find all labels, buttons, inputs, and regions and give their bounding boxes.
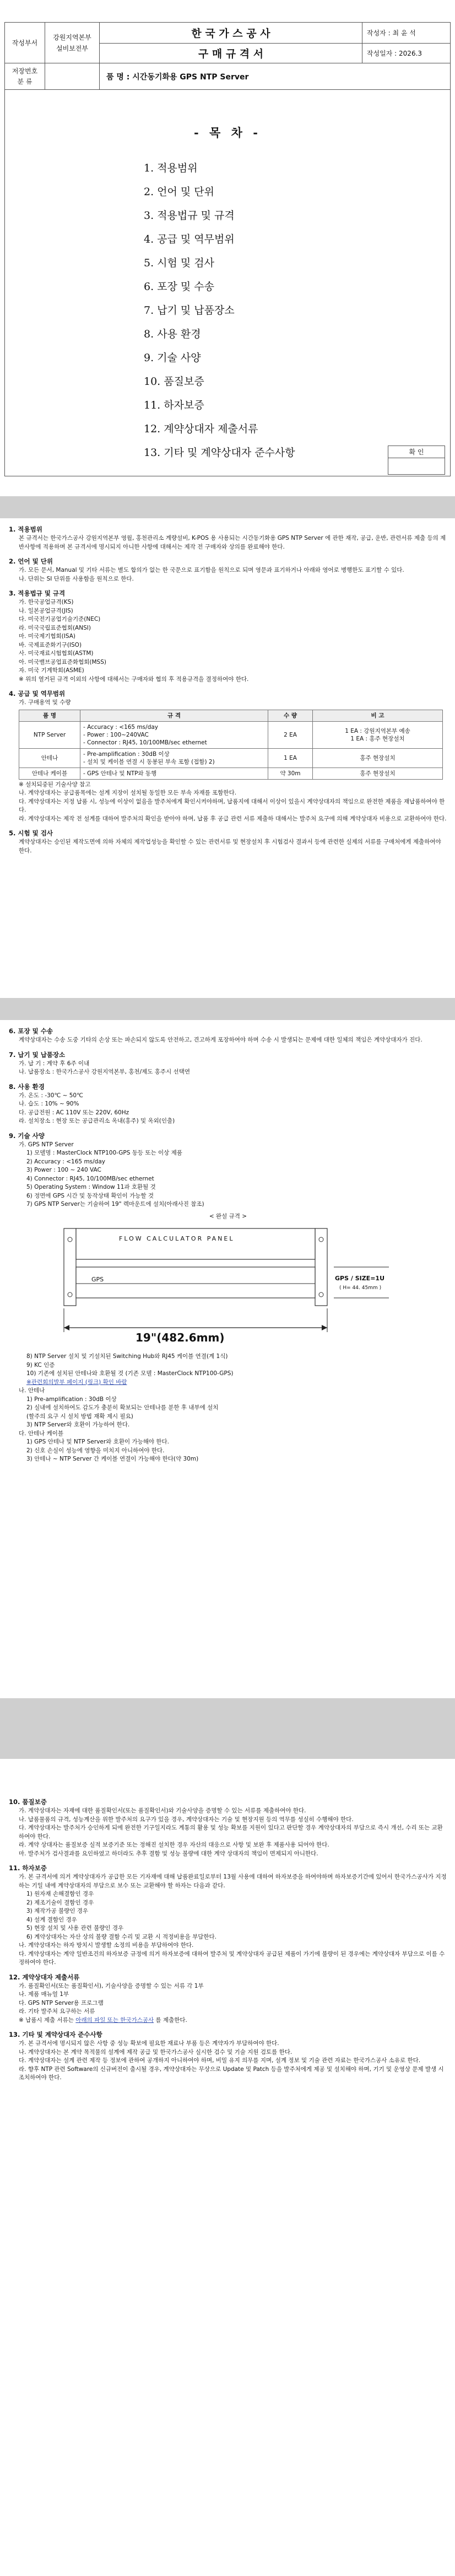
toc-item[interactable]: 2. 언어 및 단위 (144, 186, 215, 198)
page-cover (0, 0, 455, 496)
size-label: GPS / SIZE=1U (335, 1275, 384, 1282)
list-item: 나. 계약상대자는 하자 방치시 발생할 소정의 비용을 부담하여야 한다. (19, 1942, 194, 1949)
list-item: 1) 원자재 손해결함인 경우 (26, 1891, 94, 1897)
toc-item[interactable]: 8. 사용 환경 (144, 328, 201, 340)
page-gap (0, 496, 455, 518)
registration-value (45, 63, 100, 90)
list-item: 라. 설치장소 : 현장 또는 공급관리소 옥내(홍주) 및 옥외(인출) (19, 1118, 175, 1124)
author-dept (45, 23, 100, 63)
list-item: 자. 미국 기계학회(ASME) (19, 667, 84, 674)
toc-item[interactable]: 13. 기타 및 계약상대자 준수사항 (144, 447, 295, 459)
table-header-row (19, 710, 443, 721)
section-title: 6. 포장 및 수송 (9, 1027, 53, 1035)
list-item: 라. 향후 NTP 관련 Software의 신규버전이 출시될 경우, 계약상대자는 무상으로 Update 및 Patch 등을 발주처에게 제공 및 설치해야 하며, 기기 및 운영상 문제 발생 시 조치하여야 한다. (19, 2065, 444, 2081)
page-gap (0, 1698, 455, 1759)
flow-panel-label: FLOW CALCULATOR PANEL (119, 1235, 235, 1242)
list-item: 2) 신호 손실이 성능에 영향을 미치지 아니하여야 한다. (26, 1447, 165, 1454)
section-title: 13. 기타 및 계약상대자 준수사항 (9, 2031, 102, 2038)
list-item: 라. 기타 발주처 요구하는 서류 (19, 2008, 95, 2015)
cell-note: 홍주 현장설치 (313, 748, 443, 768)
section-title: 1. 적용범위 (9, 525, 42, 533)
reference-link[interactable]: ※관련회의발부 페이지 (링크) 확인 바람 (26, 1378, 127, 1386)
write-date: 작성일자 : 2026.3 (362, 44, 451, 63)
list-item: 6) 정면에 GPS 시간 및 동작상태 확인이 가능할 것 (26, 1192, 154, 1199)
subsection: 다. 안테나 케이블 (19, 1430, 64, 1437)
toc-list (144, 162, 295, 470)
list-item: 라. 계약 상대자는 품질보증 실적 보증기준 또는 정해진 설치한 경우 자산의 대응으로 사항 및 보완 후 제품사용 되어야 한다. (19, 1842, 329, 1848)
toc-title: - 목 차 - (194, 126, 261, 139)
list-item: (할주의 요구 시 설치 방법 재확 제시 필요) (26, 1413, 133, 1420)
paragraph: 본 규격서는 한국가스공사 강원지역본부 영월, 홍천관리소 계량설비, K-POS 용 사용되는 시간동기화용 GPS NTP Server 에 관한 재작, 공급, 운반, 관련서류 제출 등의 제반사항에 적용하며 본 규격서에 명시되지 아니한 사항에 대해서는 제작 전 구매자와 상의를 완료해야 한다. (19, 535, 446, 550)
spec-line: - Connector : RJ45, 10/100MB/sec ethernet (83, 739, 207, 746)
section-title: 4. 공급 및 역무범위 (9, 690, 66, 697)
toc-box (4, 90, 451, 476)
toc-item[interactable]: 7. 납기 및 납품장소 (144, 304, 235, 316)
cell-name: NTP Server (19, 721, 80, 748)
table-row (19, 748, 443, 768)
page-2 (0, 518, 455, 998)
paragraph: 가. 모든 문서, Manual 및 기타 서류는 별도 합의가 없는 한 국문으로 표기함을 원칙으로 되며 영문과 표기하거나 아래와 영어로 병행한도 표기할 수 있다. (19, 567, 404, 573)
list-item: 다. 미국전기공업기술기준(NEC) (19, 616, 101, 622)
cell-qty: 약 30m (268, 768, 313, 779)
toc-item[interactable]: 5. 시험 및 검사 (144, 257, 215, 269)
list-item: 마. 발주처가 검사결과를 요인하였고 하더라도 추후 결함 및 성능 불량에 대한 계약 상대자의 책임이 면제되지 아니한다. (19, 1850, 318, 1857)
list-item: 가. 온도 : -30℃ ~ 50℃ (19, 1092, 83, 1099)
col-header: 품 명 (19, 710, 80, 721)
cell-qty: 1 EA (268, 748, 313, 768)
section-title: 5. 시험 및 검사 (9, 829, 53, 837)
cell-spec: - GPS 안테나 및 NTP와 동행 (80, 768, 268, 779)
rack-screw (319, 1292, 323, 1297)
list-item: 4) 설계 결함인 경우 (26, 1916, 77, 1923)
author-dept-label: 작성부서 (5, 23, 45, 63)
table-row (19, 768, 443, 779)
list-item: 5) 현장 설치 및 사용 관련 불량인 경우 (26, 1925, 124, 1931)
list-item: 2) 실내에 설치하여도 감도가 충분히 확보되는 안테나를 분한 후 내부에 설치 (26, 1404, 219, 1411)
section-title: 7. 납기 및 납품장소 (9, 1050, 66, 1059)
rack-ear-right (315, 1228, 327, 1306)
toc-item[interactable]: 10. 품질보증 (144, 375, 204, 388)
width-label: 19"(482.6mm) (136, 1331, 225, 1344)
note (9, 2016, 447, 2025)
page-gap (0, 998, 455, 1020)
list-item: 3) 안테나 ~ NTP Server 간 케이블 연결이 가능해야 한다(약 30m) (26, 1456, 199, 1462)
list-item: 6) 계약상대자는 자산 상의 불량 결함 수리 및 교환 시 적정비용을 부담한다. (26, 1933, 216, 1940)
section-title: 10. 품질보증 (9, 1798, 47, 1806)
list-item: 다. 계약상대자는 설계 관련 제작 등 정보에 관하여 공개하지 아니하여야 하며, 비밀 유지 의무를 지며, 설계 정보 및 기술 관련 자료는 한국가스공사 소유로 한다. (19, 2057, 421, 2064)
document-type: 구 매 규 격 서 (100, 44, 362, 63)
company-name: 한 국 가 스 공 사 (100, 23, 362, 44)
list-item: 가. 한국공업규격(KS) (19, 599, 74, 605)
confirm-label: 확 인 (388, 446, 445, 458)
cell-spec (80, 721, 268, 748)
spec-line: - Pre-amplification : 30dB 이상 (83, 750, 170, 758)
cell-qty: 2 EA (268, 721, 313, 748)
list-item: 아. 미국밸브공업표준화협회(MSS) (19, 658, 106, 666)
list-item: 나. 일본공업규격(JIS) (19, 607, 73, 614)
col-header: 수 량 (268, 710, 313, 721)
size-sublabel: ( H= 44. 45mm ) (339, 1285, 382, 1291)
list-item: 1) GPS 안테나 및 NTP Server와 호환이 가능해야 한다. (26, 1439, 169, 1445)
item-name: 품 명 : 시간동기화용 GPS NTP Server (100, 63, 451, 90)
list-item: 8) NTP Server 설치 및 기설치된 Switching Hub와 RJ45 케이블 연결(계 1식) (26, 1353, 228, 1360)
toc-item[interactable]: 11. 하자보증 (144, 399, 204, 411)
toc-item[interactable]: 6. 포장 및 수송 (144, 281, 215, 293)
section-title: 12. 계약상대자 제출서류 (9, 1973, 80, 1981)
note: ※ 설치되중된 기술사양 참고 (19, 781, 91, 788)
toc-item[interactable]: 1. 적용범위 (144, 162, 198, 174)
toc-item[interactable]: 3. 적용법규 및 규격 (144, 210, 235, 222)
list-item: 나. 제품 매뉴얼 1부 (19, 1991, 69, 1998)
section-title: 11. 하자보증 (9, 1864, 47, 1872)
toc-item[interactable]: 9. 기술 사양 (144, 352, 201, 364)
paragraph: 나. 단위는 SI 단위를 사용함을 원칙으로 한다. (19, 575, 134, 582)
section-title: 2. 언어 및 단위 (9, 557, 53, 565)
rack-screw (68, 1292, 72, 1297)
cell-spec (80, 748, 268, 768)
rack-figure (9, 1223, 447, 1353)
submission-link[interactable]: 아래의 파일 또는 한국가스공사 (75, 2016, 154, 2024)
list-item: 10) 기존에 설치된 안테나와 호환될 것 (기존 모델 : MasterClock NTP100-GPS) (26, 1370, 234, 1377)
note: ※ 위의 열거된 규격 이외의 사항에 대해서는 구매자와 협의 후 적용규격을 결정하여야 한다. (19, 675, 249, 683)
section-title: 3. 적용법규 및 규격 (9, 589, 66, 597)
paragraph: 다. 계약상대자는 계약 일반조건의 하자보증 규정에 의거 하자보증에 대하여 발주처 및 계약상대자 공급된 제품이 가기에 불량이 된 경우에는 계약상대자 부담으로 이를 수정하여야 한다. (19, 1950, 445, 1966)
reg-label-line1: 저장번호 (12, 67, 38, 75)
list-item: 나. 계약상대자는 본 계약 목적물의 설계에 제작 공급 및 한국가스공사 실시한 검수 및 기술 지원 검토를 한다. (19, 2048, 292, 2056)
list-item: 다. 공급전원 : AC 110V 또는 220V, 60Hz (19, 1109, 129, 1116)
toc-item[interactable]: 12. 계약상대자 제출서류 (144, 423, 258, 435)
note-line: 1 EA : 홍주 현장설치 (350, 735, 405, 742)
list-item: 가. 본 규격서에 명시되지 않은 사항 중 성능 확보에 필요한 재료나 부품 등은 계약자가 부담하여야 한다. (19, 2040, 279, 2047)
list-item: 마. 미국제기협회(ISA) (19, 633, 76, 640)
list-item: 3) NTP Server와 호환이 가능하여 한다. (26, 1421, 130, 1428)
gps-panel (76, 1267, 315, 1298)
rack-screw (319, 1237, 323, 1242)
dept-line2: 설비보전부 (56, 44, 88, 52)
list-item: 7) GPS NTP Server는 기술하여 19" 렉마운트에 설치(아래사진 참조) (26, 1201, 204, 1208)
gps-label: GPS (91, 1276, 104, 1283)
col-header: 비 고 (313, 710, 443, 721)
list-item: 가. 품질확인서(또는 품질확인서), 기술사양을 증명할 수 있는 서류 각 1부 (19, 1982, 204, 1989)
cell-note: 홍주 현장설치 (313, 768, 443, 779)
list-item: 다. 계약상대자는 발주처가 승인하게 되에 완전한 기구일지라도 계통의 활용 및 성능 확보를 지원이 있다고 판단할 경우 계약상대자의 부담으로 즉시 개선, 수리 또는 교환하여야 한다. (19, 1824, 443, 1840)
arrow-left (64, 1325, 69, 1330)
paragraph: 가. 본 규격서에 의거 계약상대자가 공급한 모든 기자재에 대해 납품완료일로부터 13월 사용에 대하여 하자보증을 하여야하며 하자보증기간에 있어서 한국가스공사가 지정하는 기일 내에 계약상대자의 부담으로 보수 또는 교환해야 할 하자는 다음과 같다. (19, 1874, 447, 1889)
list-item: 5) Operating System : Window 11과 호환될 것 (26, 1184, 156, 1190)
confirm-signature-cell (388, 458, 445, 475)
list-item: 사. 미국재료시험협회(ASTM) (19, 650, 94, 657)
list-item: 1) Pre-amplification : 30dB 이상 (26, 1396, 117, 1403)
list-item: 나. 습도 : 10% ~ 90% (19, 1101, 79, 1107)
writer: 작성자 : 최 윤 석 (362, 23, 451, 44)
section-title: 8. 사용 환경 (9, 1082, 45, 1091)
note-line: 1 EA : 강원지역본부 예송 (345, 727, 410, 734)
cell-name: 안테나 케이블 (19, 768, 80, 779)
list-item: 3) Power : 100 ~ 240 VAC (26, 1167, 101, 1173)
paragraph: 라. 계약상대자는 제작 전 설계를 대하여 발주처의 확인을 받아야 하며, 납품 후 공급 관련 서류 제출하 대해서는 발주처 요구에 의해 계약상대자 비용으로 교환하여야 한다. (19, 815, 447, 822)
list-item: 가. 계약상대자는 자재에 대한 품질확인서(또는 품질확인서)와 기술사양을 증명할 수 있는 서류를 제출하여야 한다. (19, 1807, 306, 1814)
list-item: 바. 국제표준화기구(ISO) (19, 641, 82, 648)
list-item: 2) Accuracy : <165 ms/day (26, 1158, 105, 1165)
toc-item[interactable]: 4. 공급 및 역무범위 (144, 233, 235, 245)
list-item: 9) KC 인증 (26, 1361, 55, 1368)
subsection: 가. 구매용역 및 수량 (19, 699, 71, 706)
confirm-box (388, 446, 445, 475)
figure-caption: < 완설 규격 > (209, 1212, 247, 1220)
subsection: 나. 안테나 (19, 1387, 45, 1394)
registration-label (5, 63, 45, 90)
table-row (19, 721, 443, 748)
spec-line: - Power : 100~240VAC (83, 731, 149, 738)
list-item: 1) 모델명 : MasterClock NTP100-GPS 동등 또는 이상 제품 (26, 1150, 182, 1156)
page-3 (0, 1020, 455, 1698)
subsection: 가. GPS NTP Server (19, 1141, 74, 1148)
supply-table (19, 710, 443, 780)
rack-screw (68, 1237, 72, 1242)
list-item: 라. 미국국립표준협회(ANSI) (19, 624, 91, 631)
flow-panel (76, 1228, 315, 1259)
list-item: 나. 납품물품의 규격, 성능계산을 위한 발주처의 요구가 있을 경우, 계약상대자는 기술 및 현장지원 등의 역무를 성실히 수행해야 한다. (19, 1816, 354, 1823)
paragraph: 나. 납품장소 : 한국가스공사 강원지역본부, 홍천/제도 홍주시 선택연 (19, 1069, 190, 1075)
list-item: 다. GPS NTP Server용 프로그램 (19, 1999, 104, 2006)
list-item: 4) Connector : RJ45, 10/100MB/sec ethernet (26, 1175, 154, 1182)
list-item: 3) 제작가공 불량인 경우 (26, 1908, 89, 1914)
paragraph: 나. 계약상대자는 공급품목에는 설계 지장이 설치될 동일한 모든 부속 자재를 포함한다. (19, 790, 237, 796)
spec-line: - Accuracy : <165 ms/day (83, 723, 159, 731)
arrow-right (322, 1325, 327, 1330)
document-header-table (4, 22, 451, 90)
cell-note (313, 721, 443, 748)
cell-name: 안테나 (19, 748, 80, 768)
paragraph: 가. 납 기 : 계약 후 6주 이내 (19, 1060, 90, 1067)
section-title: 9. 기술 사양 (9, 1131, 45, 1140)
reg-label-line2: 분 류 (17, 77, 32, 85)
page-4 (0, 1759, 455, 2576)
rack-ear-left (64, 1228, 76, 1306)
note-text: ※ 납품시 제출 서류는 (19, 2016, 76, 2024)
note-text: 를 제출한다. (154, 2016, 187, 2024)
col-header: 규 격 (80, 710, 268, 721)
list-item: 2) 제조기술이 결함인 경우 (26, 1899, 94, 1906)
paragraph: 계약상대자는 승인된 제작도면에 의하 자체의 제작업성능을 확인할 수 있는 관련서류 및 현장설치 후 시험검사 결과서 등에 관련한 실제의 서류를 구매처에게 제출하여야 한다. (19, 839, 441, 854)
paragraph: 계약상대자는 수송 도중 기타의 손상 또는 파손되지 않도록 안전하고, 견고하게 포장하여야 하며 수송 시 발생되는 문제에 대한 일체의 책임은 계약상대자가 진다. (19, 1037, 422, 1043)
dept-line1: 강원지역본부 (53, 33, 91, 41)
spec-line: - 설치 및 케이블 연결 시 동봉된 부속 포함 (접함) 2) (83, 758, 215, 765)
paragraph: 다. 계약상대자는 지정 납품 시, 성능에 이상이 없음을 발주처에게 확인시켜야하며, 납품지에 대해서 이상이 있을시 계약상대자의 책임으로 완전한 제품을 재납품하여야 한다. (19, 798, 445, 813)
